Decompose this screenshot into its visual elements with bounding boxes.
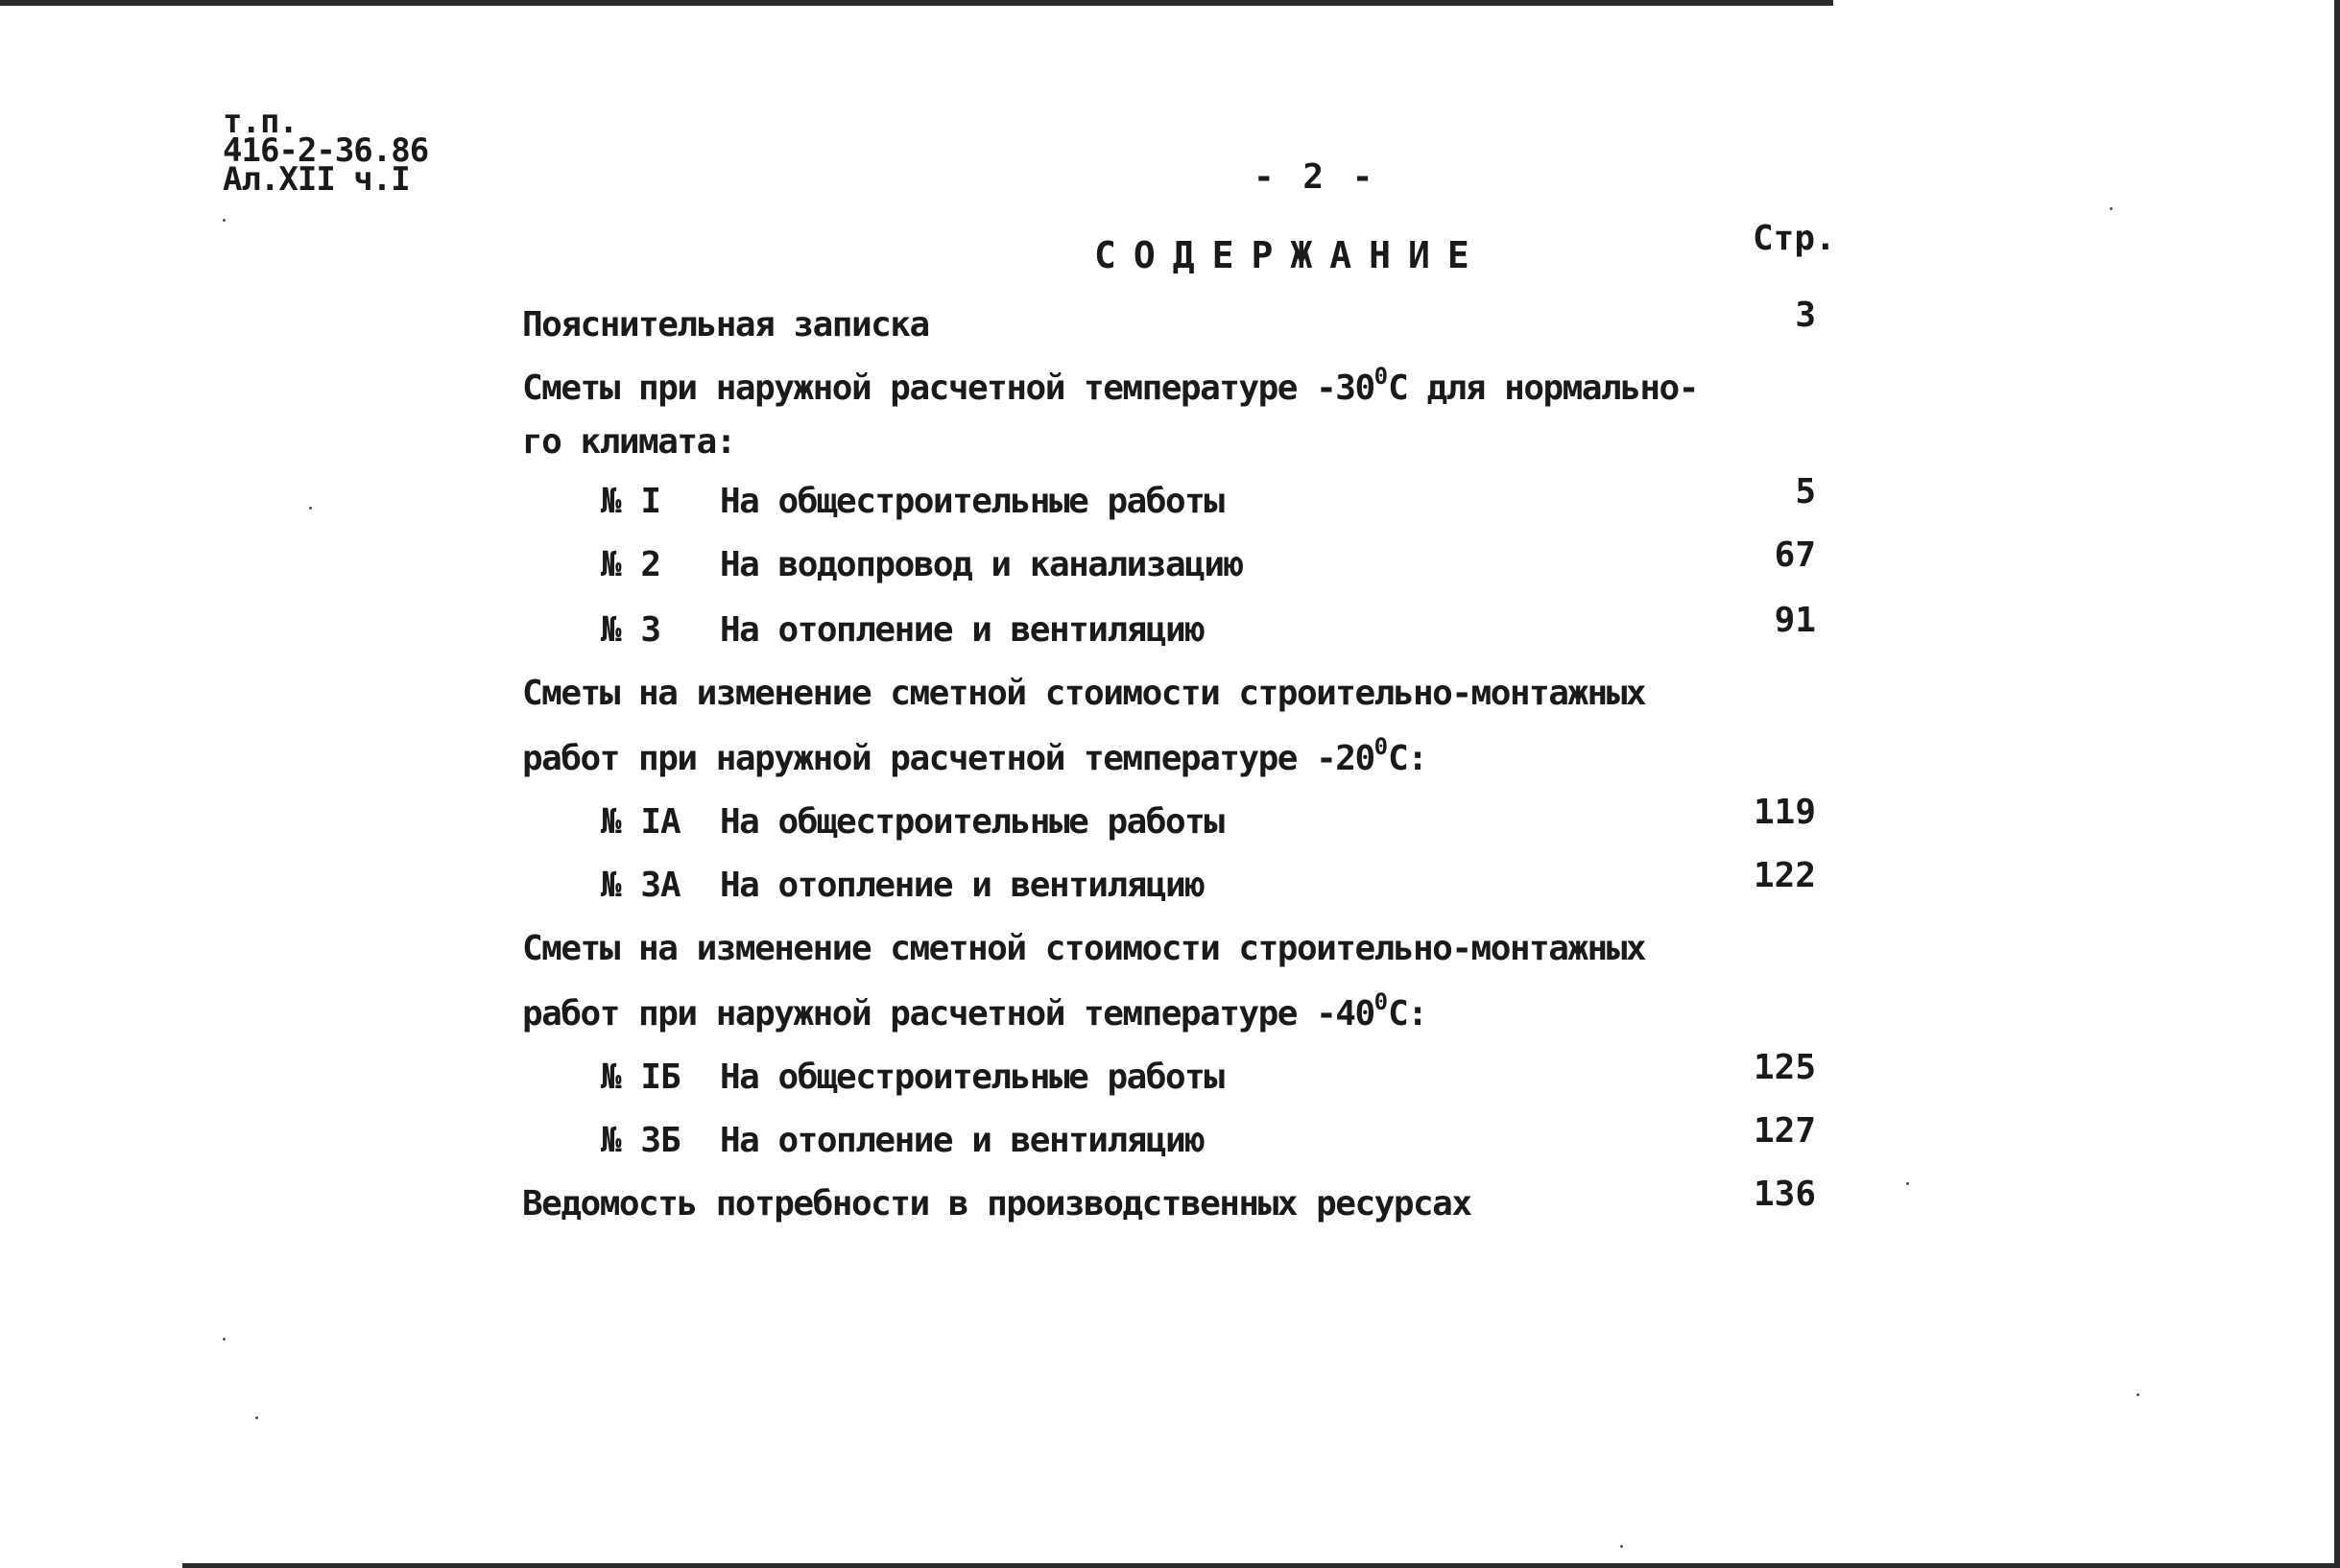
scan-speck <box>223 219 226 222</box>
stamp-line-code: 416-2-36.86 <box>223 131 429 170</box>
scan-speck <box>309 507 312 510</box>
toc-section-heading: Сметы на изменение сметной стоимости строительно-монтажных <box>522 929 1646 968</box>
toc-section-heading-cont <box>522 988 1427 1033</box>
toc-section-heading-cont <box>522 733 1427 778</box>
toc-section-heading-cont: го климата: <box>522 422 735 462</box>
heading-text: С: <box>1388 739 1427 778</box>
estimate-number: № I <box>601 482 661 521</box>
toc-page-number: 136 <box>1753 1175 1816 1214</box>
toc-item: На общестроительные работы <box>720 482 1224 521</box>
stamp-line-type: т.п. <box>223 103 298 141</box>
page-title: СОДЕРЖАНИЕ <box>1094 234 1487 276</box>
estimate-number: № IБ <box>601 1057 681 1097</box>
estimate-number: № 3Б <box>601 1121 681 1160</box>
degree-sup: 0 <box>1373 733 1389 760</box>
scan-speck <box>2137 1393 2139 1396</box>
heading-text: работ при наружной расчетной температуре -20 <box>522 739 1374 778</box>
estimate-number: № 3 <box>601 610 661 650</box>
toc-item: На отопление и вентиляцию <box>720 1121 1205 1160</box>
scan-edge-right <box>2334 0 2340 1568</box>
toc-item: На общестроительные работы <box>720 802 1224 842</box>
toc-page-number: 119 <box>1753 793 1816 832</box>
document-stamp <box>223 103 429 199</box>
heading-text: работ при наружной расчетной температуре -40 <box>522 994 1374 1033</box>
toc-item: На водопровод и канализацию <box>720 545 1243 584</box>
scan-speck <box>255 1416 258 1419</box>
toc-section-heading <box>522 363 1698 408</box>
heading-text: С для нормально- <box>1388 368 1698 408</box>
scan-speck <box>1906 1182 1909 1185</box>
scan-edge-top <box>0 0 1833 6</box>
estimate-number: № 2 <box>601 545 661 584</box>
toc-page-number: 122 <box>1753 856 1816 895</box>
toc-explanatory-note: Пояснительная записка <box>522 305 929 344</box>
toc-page-number: 3 <box>1795 296 1816 335</box>
toc-page-number: 67 <box>1774 535 1816 575</box>
scan-edge-bottom <box>182 1563 2340 1568</box>
page-column-header: Стр. <box>1753 219 1836 258</box>
toc-page-number: 125 <box>1753 1048 1816 1087</box>
degree-sup: 0 <box>1373 988 1389 1015</box>
degree-sup: 0 <box>1373 363 1389 390</box>
toc-resources: Ведомость потребности в производственных ресурсах <box>522 1184 1471 1224</box>
scan-speck <box>1620 1545 1623 1548</box>
page-number: - 2 - <box>1254 157 1377 197</box>
stamp-line-album: Ал.XII ч.I <box>223 160 410 199</box>
estimate-number: № IА <box>601 802 681 842</box>
scan-speck <box>223 1338 226 1341</box>
toc-page-number: 5 <box>1795 472 1816 511</box>
toc-item: На отопление и вентиляцию <box>720 610 1205 650</box>
heading-text: Сметы при наружной расчетной температуре -30 <box>522 368 1374 408</box>
toc-page-number: 91 <box>1774 601 1816 640</box>
scan-speck <box>2110 207 2113 210</box>
toc-item: На общестроительные работы <box>720 1057 1224 1097</box>
toc-section-heading: Сметы на изменение сметной стоимости строительно-монтажных <box>522 674 1646 713</box>
heading-text: С: <box>1388 994 1427 1033</box>
toc-item: На отопление и вентиляцию <box>720 866 1205 905</box>
estimate-number: № 3А <box>601 866 681 905</box>
toc-page-number: 127 <box>1753 1111 1816 1151</box>
